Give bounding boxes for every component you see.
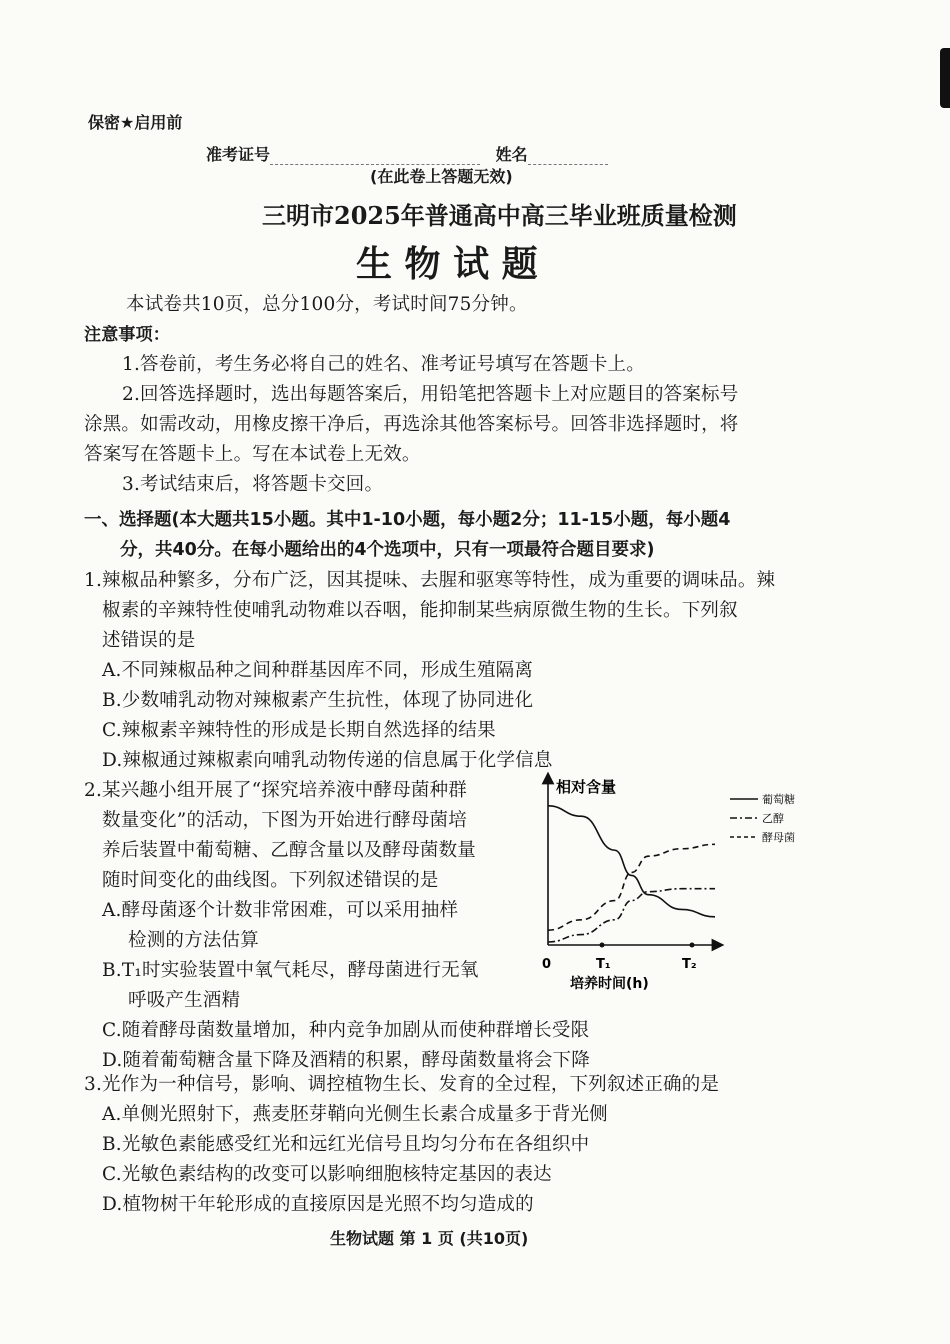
- x-tick-t2: T₂: [682, 957, 697, 972]
- invalid-note: (在此卷上答题无效): [370, 167, 513, 186]
- q3-option-b: B.光敏色素能感受红光和远红光信号且均匀分布在各组织中: [102, 1134, 590, 1155]
- q2-stem-line-1: 2.某兴趣小组开展了“探究培养液中酵母菌种群: [84, 780, 468, 801]
- section-heading-line-1: 一、选择题(本大题共15小题。其中1-10小题，每小题2分；11-15小题，每小题4: [84, 510, 731, 530]
- q2-stem-line-2: 数量变化”的活动，下图为开始进行酵母菌培: [102, 810, 467, 831]
- q3-option-c: C.光敏色素结构的改变可以影响细胞核特定基因的表达: [102, 1164, 552, 1185]
- note-3: 3.考试结束后，将答题卡交回。: [122, 474, 384, 495]
- exam-number-row: [206, 142, 608, 165]
- q1-option-a: A.不同辣椒品种之间种群基因库不同，形成生殖隔离: [102, 660, 534, 681]
- q1-option-d: D.辣椒通过辣椒素向哺乳动物传递的信息属于化学信息: [102, 750, 553, 771]
- exam-subtitle: 三明市2025年普通高中高三毕业班质量检测: [262, 201, 737, 230]
- name-blank: [528, 154, 608, 165]
- note-2-line-3: 答案写在答题卡上。写在本试卷上无效。: [84, 444, 421, 465]
- intro-text: 本试卷共10页，总分100分，考试时间75分钟。: [126, 294, 528, 315]
- legend-ethanol: 乙醇: [762, 812, 784, 825]
- exam-title: 生 物 试 题: [356, 244, 538, 285]
- q3-option-d: D.植物树干年轮形成的直接原因是光照不均匀造成的: [102, 1194, 534, 1215]
- note-2-line-2: 涂黑。如需改动，用橡皮擦干净后，再选涂其他答案标号。回答非选择题时，将: [84, 414, 739, 435]
- scan-edge-mark: [940, 48, 950, 108]
- x-tick-t1: T₁: [596, 957, 611, 972]
- q1-stem-line-2: 椒素的辛辣特性使哺乳动物难以吞咽，能抑制某些病原微生物的生长。下列叙: [102, 600, 738, 621]
- name-label: 姓名: [495, 145, 528, 164]
- q1-stem-line-1: 1.辣椒品种繁多，分布广泛，因其提味、去腥和驱寒等特性，成为重要的调味品。辣: [84, 570, 776, 591]
- q2-option-c: C.随着酵母菌数量增加，种内竞争加剧从而使种群增长受限: [102, 1020, 590, 1041]
- series-yeast: [548, 844, 715, 930]
- q2-option-a-line-1: A.酵母菌逐个计数非常困难，可以采用抽样: [102, 900, 459, 921]
- q2-option-a-line-2: 检测的方法估算: [128, 930, 259, 951]
- y-axis-label: 相对含量: [556, 778, 617, 796]
- yeast-culture-chart: [520, 770, 850, 1000]
- series-ethanol: [548, 889, 715, 942]
- confidential-label: 保密★启用前: [88, 113, 183, 132]
- q2-option-d: D.随着葡萄糖含量下降及酒精的积累，酵母菌数量将会下降: [102, 1050, 590, 1071]
- legend-glucose: 葡萄糖: [762, 793, 795, 806]
- legend-yeast: 酵母菌: [762, 831, 795, 844]
- q1-option-b: B.少数哺乳动物对辣椒素产生抗性，体现了协同进化: [102, 690, 534, 711]
- series-glucose: [548, 806, 715, 917]
- t2-tick-dot: [690, 943, 695, 948]
- x-tick-0: 0: [542, 957, 552, 972]
- note-1: 1.答卷前，考生务必将自己的姓名、准考证号填写在答题卡上。: [122, 354, 645, 375]
- notes-heading: 注意事项：: [84, 325, 170, 345]
- q1-stem-line-3: 述错误的是: [102, 630, 196, 651]
- x-axis-label: 培养时间(h): [570, 976, 649, 992]
- series-layer: [548, 806, 715, 942]
- q2-stem-line-4: 随时间变化的曲线图。下列叙述错误的是: [102, 870, 439, 891]
- q1-option-c: C.辣椒素辛辣特性的形成是长期自然选择的结果: [102, 720, 496, 741]
- chart-legend: [730, 792, 795, 844]
- q3-stem: 3.光作为一种信号，影响、调控植物生长、发育的全过程，下列叙述正确的是: [84, 1074, 720, 1095]
- q2-option-b-line-2: 呼吸产生酒精: [128, 990, 241, 1011]
- q3-option-a: A.单侧光照射下，燕麦胚芽鞘向光侧生长素合成量多于背光侧: [102, 1104, 608, 1125]
- page-footer: 生物试题 第 1 页 (共10页): [330, 1229, 529, 1248]
- q2-stem-line-3: 养后装置中葡萄糖、乙醇含量以及酵母菌数量: [102, 840, 477, 861]
- t1-tick-dot: [600, 943, 605, 948]
- q2-option-b-line-1: B.T₁时实验装置中氧气耗尽，酵母菌进行无氧: [102, 960, 479, 981]
- section-heading-line-2: 分，共40分。在每小题给出的4个选项中，只有一项最符合题目要求): [120, 540, 655, 560]
- note-2-line-1: 2.回答选择题时，选出每题答案后，用铅笔把答题卡上对应题目的答案标号: [122, 384, 739, 405]
- exam-number-label: 准考证号: [206, 145, 271, 164]
